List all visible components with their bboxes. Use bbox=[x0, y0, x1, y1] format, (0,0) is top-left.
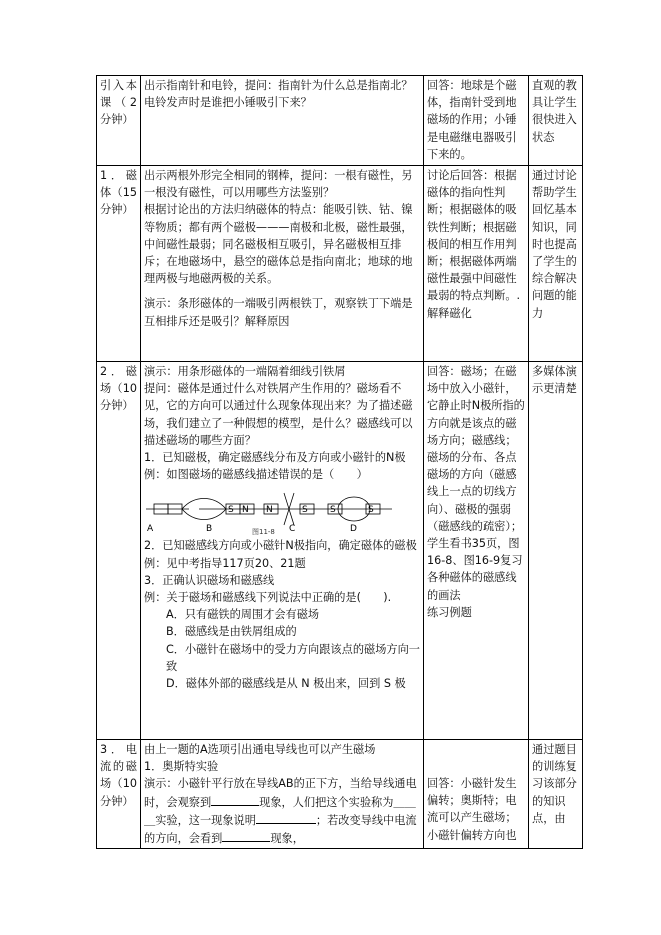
design-purpose: 直观的教具让学生很快进入状态 bbox=[529, 76, 583, 166]
student-activity: 回答：磁场；在磁场中放入小磁针，它静止时N极所指的方向就是该点的磁场方向；磁感线；磁场的分布、各点磁场的方向（磁感线上一点的切线方向）、磁极的强弱（磁感线的疏密）；学生看书35页，图16-8、图16-9复习各种磁体的磁感线的画法 练习例题 bbox=[424, 362, 529, 740]
question-3-example: 例：关于磁场和磁感线下列说法中正确的是( ). bbox=[144, 591, 392, 605]
fill-blank bbox=[256, 811, 316, 824]
teacher-activity: 出示指南针和电铃，提问：指南针为什么总是指南北？电铃发声时是谁把小锤吸引下来？ bbox=[141, 76, 424, 166]
table-row bbox=[97, 740, 583, 849]
fill-blank bbox=[211, 793, 259, 806]
section-label: 2．磁场（10分钟） bbox=[97, 362, 141, 740]
design-purpose: 通过题目的训练复习该部分的知识点，由 bbox=[529, 740, 583, 849]
question-2: 2．已知磁感线方向或小磁针N极指向，确定磁体的磁极 bbox=[144, 539, 417, 553]
magnetic-field-lines-figure bbox=[144, 487, 394, 535]
lesson-plan-table bbox=[96, 75, 583, 849]
pole-label: S bbox=[228, 505, 234, 516]
teacher-activity: 出示两根外形完全相同的钢棒，提问：一根有磁性，另一根没有磁性，可以用哪些方法鉴别？ 根据讨论出的方法归纳磁体的特点：能吸引铁、钴、镍等物质；都有两个磁极———南极和北极，磁性最强，中间磁性最弱；同名磁极相互吸引，异名磁极相互排斥；在地磁场中，悬空的磁体总是指向南北；地球的地理两极与地磁两极的关系。 演示：条形磁体的一端吸引两根铁丁，观察铁丁下端是互相排斥还是吸引？解释原因 bbox=[141, 166, 424, 362]
student-activity: 回答：地球是个磁体，指南针受到地磁场的作用；小锤是电磁继电器吸引下来的。 bbox=[424, 76, 529, 166]
option-b-label: B bbox=[206, 524, 213, 535]
option-d-label: D bbox=[350, 524, 357, 535]
pole-label: S bbox=[302, 505, 308, 516]
section-label: 1．磁体（15分钟） bbox=[97, 166, 141, 362]
student-activity: 讨论后回答：根据磁体的指向性判断；根据磁体的吸铁性判断；根据磁极间的相互作用判断；根据磁体两端磁性最强中间磁性最弱的特点判断。. 解释磁化 bbox=[424, 166, 529, 362]
table-row bbox=[97, 166, 583, 362]
pole-label: S bbox=[368, 505, 374, 516]
section-label: 3．电流的磁场（10分钟） bbox=[97, 740, 141, 849]
student-activity: 回答：小磁针发生偏转；奥斯特；电流可以产生磁场；小磁针偏转方向也 bbox=[424, 740, 529, 849]
question-1-example: 例：如图磁场的磁感线描述错误的是（ ） bbox=[144, 468, 368, 482]
teacher-activity: 由上一题的A选项引出通电导线也可以产生磁场 1．奥斯特实验 演示：小磁针平行放在导线AB的正下方，当给导线通电时，会观察到 现象，人们把这个实验称为＿＿＿实验，这一现象说明 ；若改变导线中电流的方向，会看到 现象， bbox=[141, 740, 424, 849]
pole-label: N bbox=[242, 505, 249, 516]
teacher-activity: 演示：用条形磁体的一端隔着细线引铁屑 提问：磁体是通过什么对铁屑产生作用的？磁场看不见，它的方向可以通过什么现象体现出来？为了描述磁场，我们建立了一种假想的模型，是什么？磁感线可以描述磁场的哪些方面？ 1．已知磁极，确定磁感线分布及方向或小磁针的N极 例：如图磁场的磁感线描述错误的是（ ） A S N B N S C S S D 图11-8 2．已知磁感线方向或小磁针N极指向，确定磁体的磁极 例：见中考指导117页20、21题 3．正确认识磁场和磁感线 例：关于磁场和磁感线下列说法中正确的是( ). A．只有磁铁的周围才会有磁场 B．磁感线是由铁屑组成的 C．小磁针在磁场中的受力方向跟该点的磁场方向一致 D．磁体外部的磁感线是从 N 极出来，回到 S 极 bbox=[141, 362, 424, 740]
pole-label: S bbox=[330, 505, 336, 516]
design-purpose: 多媒体演示更清楚 bbox=[529, 362, 583, 740]
option-b: B．磁感线是由铁屑组成的 bbox=[166, 625, 297, 639]
option-d: D．磁体外部的磁感线是从 N 极出来，回到 S 极 bbox=[166, 677, 406, 691]
table-row bbox=[97, 76, 583, 166]
question-2-example: 例：见中考指导117页20、21题 bbox=[144, 556, 306, 570]
figure-caption: 图11-8 bbox=[252, 528, 275, 536]
option-a: A．只有磁铁的周围才会有磁场 bbox=[166, 608, 320, 622]
fill-blank bbox=[222, 829, 270, 842]
table-row bbox=[97, 362, 583, 740]
section-label: 引入本课（2分钟） bbox=[97, 76, 141, 166]
option-a-label: A bbox=[147, 524, 154, 535]
design-purpose: 通过讨论帮助学生回忆基本知识，同时也提高了学生的综合解决问题的能力 bbox=[529, 166, 583, 362]
option-c-label: C bbox=[289, 524, 296, 535]
question-1: 1．已知磁极，确定磁感线分布及方向或小磁针的N极 bbox=[144, 451, 406, 465]
option-c: C．小磁针在磁场中的受力方向跟该点的磁场方向一致 bbox=[166, 642, 420, 673]
question-3: 3．正确认识磁场和磁感线 bbox=[144, 573, 275, 587]
pole-label: N bbox=[266, 505, 273, 516]
